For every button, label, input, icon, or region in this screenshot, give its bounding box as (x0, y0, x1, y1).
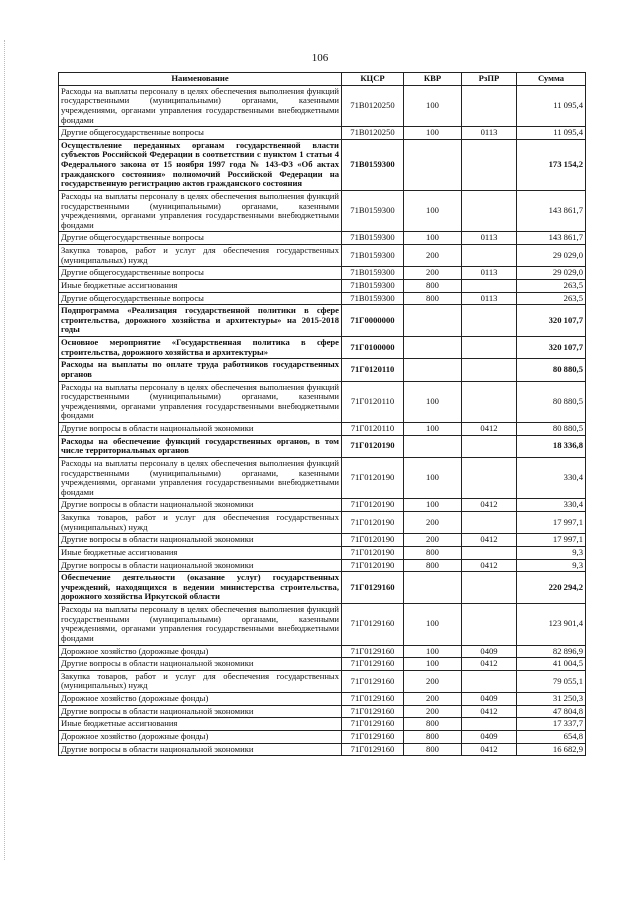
cell-kvr: 200 (404, 245, 462, 267)
cell-sum: 29 029,0 (517, 245, 586, 267)
cell-rzpr (462, 604, 517, 646)
cell-kcsr: 71В0159300 (342, 232, 404, 245)
cell-name: Расходы на выплаты персоналу в целях обеспечения выполнения функций государственными (муниципальными) органами, казенными учреждениями, органами управления государственными внебюджетными фондами (59, 457, 342, 499)
table-row (59, 292, 586, 305)
cell-kcsr: 71Г0120190 (342, 546, 404, 559)
cell-sum: 263,5 (517, 292, 586, 305)
cell-rzpr (462, 245, 517, 267)
cell-kcsr: 71Г0129160 (342, 572, 404, 604)
cell-kvr: 200 (404, 670, 462, 692)
cell-rzpr (462, 381, 517, 423)
cell-kcsr: 71Г0129160 (342, 658, 404, 671)
column-header-rzpr: РзПР (462, 73, 517, 86)
cell-name: Другие вопросы в области национальной экономики (59, 423, 342, 436)
cell-sum: 18 336,8 (517, 435, 586, 457)
cell-name: Другие вопросы в области национальной экономики (59, 534, 342, 547)
cell-kcsr: 71Г0120190 (342, 435, 404, 457)
cell-rzpr (462, 670, 517, 692)
cell-rzpr: 0412 (462, 559, 517, 572)
cell-name: Закупка товаров, работ и услуг для обеспечения государственных (муниципальных) нужд (59, 670, 342, 692)
cell-kcsr: 71Г0120110 (342, 381, 404, 423)
cell-kcsr: 71Г0120110 (342, 423, 404, 436)
cell-kvr: 100 (404, 190, 462, 232)
cell-sum: 143 861,7 (517, 232, 586, 245)
cell-name: Расходы на выплаты персоналу в целях обеспечения выполнения функций государственными (муниципальными) органами, казенными учреждениями, органами управления государственными внебюджетными фондами (59, 604, 342, 646)
cell-sum: 11 095,4 (517, 85, 586, 127)
table-row (59, 435, 586, 457)
cell-rzpr (462, 139, 517, 190)
cell-kcsr: 71Г0129160 (342, 730, 404, 743)
cell-name: Другие вопросы в области национальной экономики (59, 705, 342, 718)
table-row (59, 546, 586, 559)
cell-rzpr (462, 85, 517, 127)
cell-kcsr: 71В0159300 (342, 190, 404, 232)
cell-name: Основное мероприятие «Государственная политика в сфере строительства, дорожного хозяйства и архитектуры» (59, 337, 342, 359)
cell-sum: 330,4 (517, 457, 586, 499)
table-row (59, 572, 586, 604)
cell-name: Закупка товаров, работ и услуг для обеспечения государственных (муниципальных) нужд (59, 512, 342, 534)
cell-sum: 17 997,1 (517, 534, 586, 547)
cell-sum: 143 861,7 (517, 190, 586, 232)
cell-kvr (404, 337, 462, 359)
cell-kcsr: 71Г0120110 (342, 359, 404, 381)
table-row (59, 127, 586, 140)
cell-name: Осуществление переданных органам государственной власти субъектов Российской Федерации в соответствии с пунктом 1 статьи 4 Федерального закона от 15 ноября 1997 года № 143-ФЗ «Об актах гражданского состояния» полномочий Российской Федерации на государственную регистрацию актов гражданского состояния (59, 139, 342, 190)
cell-name: Дорожное хозяйство (дорожные фонды) (59, 693, 342, 706)
cell-rzpr (462, 337, 517, 359)
cell-sum: 80 880,5 (517, 381, 586, 423)
cell-kcsr: 71В0159300 (342, 139, 404, 190)
cell-kcsr: 71В0120250 (342, 127, 404, 140)
cell-kcsr: 71Г0129160 (342, 743, 404, 756)
cell-name: Иные бюджетные ассигнования (59, 718, 342, 731)
cell-name: Другие вопросы в области национальной экономики (59, 743, 342, 756)
cell-kcsr: 71Г0129160 (342, 693, 404, 706)
cell-name: Другие общегосударственные вопросы (59, 232, 342, 245)
table-row (59, 245, 586, 267)
cell-sum: 330,4 (517, 499, 586, 512)
table-row (59, 457, 586, 499)
table-row (59, 559, 586, 572)
cell-name: Расходы на выплаты персоналу в целях обеспечения выполнения функций государственными (муниципальными) органами, казенными учреждениями, органами управления государственными внебюджетными фондами (59, 190, 342, 232)
cell-rzpr: 0409 (462, 693, 517, 706)
cell-rzpr (462, 718, 517, 731)
column-header-kcsr: КЦСР (342, 73, 404, 86)
cell-rzpr (462, 512, 517, 534)
table-row (59, 743, 586, 756)
cell-kcsr: 71Г0120190 (342, 499, 404, 512)
cell-kvr: 200 (404, 705, 462, 718)
cell-kcsr: 71Г0120190 (342, 457, 404, 499)
cell-rzpr: 0412 (462, 705, 517, 718)
table-row (59, 267, 586, 280)
column-header-name: Наименование (59, 73, 342, 86)
cell-sum: 9,3 (517, 546, 586, 559)
cell-kvr: 100 (404, 499, 462, 512)
cell-kvr: 100 (404, 658, 462, 671)
cell-kcsr: 71Г0129160 (342, 718, 404, 731)
cell-rzpr: 0409 (462, 730, 517, 743)
cell-kvr: 200 (404, 693, 462, 706)
cell-kvr (404, 359, 462, 381)
cell-sum: 320 107,7 (517, 305, 586, 337)
table-row (59, 534, 586, 547)
cell-sum: 29 029,0 (517, 267, 586, 280)
cell-name: Другие общегосударственные вопросы (59, 292, 342, 305)
cell-sum: 123 901,4 (517, 604, 586, 646)
cell-kvr: 100 (404, 127, 462, 140)
cell-kcsr: 71Г0129160 (342, 604, 404, 646)
cell-kvr: 100 (404, 423, 462, 436)
cell-rzpr: 0412 (462, 743, 517, 756)
cell-rzpr: 0412 (462, 658, 517, 671)
cell-sum: 47 804,8 (517, 705, 586, 718)
cell-rzpr (462, 435, 517, 457)
cell-sum: 79 055,1 (517, 670, 586, 692)
cell-kvr: 100 (404, 85, 462, 127)
cell-kcsr: 71Г0120190 (342, 534, 404, 547)
cell-sum: 80 880,5 (517, 359, 586, 381)
cell-rzpr (462, 190, 517, 232)
cell-rzpr: 0113 (462, 267, 517, 280)
cell-kvr (404, 435, 462, 457)
table-row (59, 658, 586, 671)
table-row (59, 670, 586, 692)
cell-kvr: 100 (404, 604, 462, 646)
cell-name: Дорожное хозяйство (дорожные фонды) (59, 730, 342, 743)
page-number: 106 (311, 52, 329, 64)
cell-rzpr: 0113 (462, 232, 517, 245)
cell-kvr: 800 (404, 743, 462, 756)
cell-sum: 654,8 (517, 730, 586, 743)
table-row (59, 139, 586, 190)
cell-sum: 9,3 (517, 559, 586, 572)
table-row (59, 718, 586, 731)
table-row (59, 604, 586, 646)
cell-rzpr: 0412 (462, 423, 517, 436)
table-row (59, 85, 586, 127)
cell-kvr: 200 (404, 534, 462, 547)
cell-sum: 173 154,2 (517, 139, 586, 190)
cell-name: Закупка товаров, работ и услуг для обеспечения государственных (муниципальных) нужд (59, 245, 342, 267)
cell-kcsr: 71Г0129160 (342, 705, 404, 718)
cell-name: Другие вопросы в области национальной экономики (59, 499, 342, 512)
cell-name: Расходы на выплаты персоналу в целях обеспечения выполнения функций государственными (муниципальными) органами, казенными учреждениями, органами управления государственными внебюджетными фондами (59, 85, 342, 127)
cell-sum: 320 107,7 (517, 337, 586, 359)
cell-sum: 220 294,2 (517, 572, 586, 604)
cell-name: Дорожное хозяйство (дорожные фонды) (59, 645, 342, 658)
column-header-sum: Сумма (517, 73, 586, 86)
table-row (59, 705, 586, 718)
cell-rzpr: 0113 (462, 292, 517, 305)
cell-sum: 80 880,5 (517, 423, 586, 436)
cell-kvr: 100 (404, 381, 462, 423)
cell-kcsr: 71Г0120190 (342, 559, 404, 572)
table-row (59, 381, 586, 423)
table-row (59, 359, 586, 381)
cell-name: Другие вопросы в области национальной экономики (59, 658, 342, 671)
cell-name: Подпрограмма «Реализация государственной политики в сфере строительства, дорожного хозяйства и архитектуры» на 2015-2018 годы (59, 305, 342, 337)
cell-rzpr: 0409 (462, 645, 517, 658)
table-row (59, 305, 586, 337)
cell-name: Расходы на выплаты персоналу в целях обеспечения выполнения функций государственными (муниципальными) органами, казенными учреждениями, органами управления государственными внебюджетными фондами (59, 381, 342, 423)
table-row (59, 693, 586, 706)
cell-kcsr: 71В0159300 (342, 292, 404, 305)
cell-kvr: 800 (404, 559, 462, 572)
cell-name: Другие общегосударственные вопросы (59, 267, 342, 280)
cell-rzpr (462, 279, 517, 292)
cell-kcsr: 71В0159300 (342, 245, 404, 267)
cell-name: Другие общегосударственные вопросы (59, 127, 342, 140)
table-row (59, 512, 586, 534)
table-row (59, 190, 586, 232)
cell-kvr: 100 (404, 232, 462, 245)
cell-kcsr: 71В0159300 (342, 267, 404, 280)
cell-name: Иные бюджетные ассигнования (59, 546, 342, 559)
cell-sum: 17 997,1 (517, 512, 586, 534)
cell-kvr (404, 572, 462, 604)
table-row (59, 337, 586, 359)
cell-kvr: 800 (404, 546, 462, 559)
cell-name: Расходы на обеспечение функций государственных органов, в том числе территориальных органов (59, 435, 342, 457)
table-row (59, 279, 586, 292)
cell-kcsr: 71Г0129160 (342, 670, 404, 692)
cell-sum: 31 250,3 (517, 693, 586, 706)
table-row (59, 499, 586, 512)
cell-sum: 263,5 (517, 279, 586, 292)
cell-kvr (404, 139, 462, 190)
cell-rzpr (462, 359, 517, 381)
cell-rzpr (462, 546, 517, 559)
cell-sum: 17 337,7 (517, 718, 586, 731)
cell-name: Другие вопросы в области национальной экономики (59, 559, 342, 572)
cell-kvr: 200 (404, 512, 462, 534)
cell-rzpr: 0113 (462, 127, 517, 140)
cell-kvr: 100 (404, 457, 462, 499)
scan-margin-marks (4, 40, 11, 860)
cell-sum: 82 896,9 (517, 645, 586, 658)
cell-name: Иные бюджетные ассигнования (59, 279, 342, 292)
cell-kcsr: 71Г0100000 (342, 337, 404, 359)
cell-kvr: 200 (404, 267, 462, 280)
cell-kcsr: 71В0159300 (342, 279, 404, 292)
cell-sum: 16 682,9 (517, 743, 586, 756)
cell-rzpr: 0412 (462, 499, 517, 512)
cell-kvr: 800 (404, 718, 462, 731)
cell-name: Расходы на выплаты по оплате труда работников государственных органов (59, 359, 342, 381)
cell-kcsr: 71Г0120190 (342, 512, 404, 534)
cell-rzpr (462, 572, 517, 604)
cell-sum: 11 095,4 (517, 127, 586, 140)
cell-rzpr (462, 305, 517, 337)
cell-kvr: 100 (404, 645, 462, 658)
cell-kvr: 800 (404, 730, 462, 743)
cell-kcsr: 71Г0000000 (342, 305, 404, 337)
cell-kvr: 800 (404, 279, 462, 292)
budget-table (58, 72, 586, 756)
table-row (59, 730, 586, 743)
column-header-kvr: КВР (404, 73, 462, 86)
cell-kcsr: 71В0120250 (342, 85, 404, 127)
cell-kcsr: 71Г0129160 (342, 645, 404, 658)
table-row (59, 423, 586, 436)
cell-rzpr: 0412 (462, 534, 517, 547)
cell-sum: 41 004,5 (517, 658, 586, 671)
table-row (59, 645, 586, 658)
cell-kvr: 800 (404, 292, 462, 305)
table-body (59, 85, 586, 756)
table-row (59, 232, 586, 245)
cell-rzpr (462, 457, 517, 499)
cell-kvr (404, 305, 462, 337)
cell-name: Обеспечение деятельности (оказание услуг) государственных учреждений, находящихся в ведении министерства строительства, дорожного хозяйства Иркутской области (59, 572, 342, 604)
table-header-row (59, 73, 586, 86)
